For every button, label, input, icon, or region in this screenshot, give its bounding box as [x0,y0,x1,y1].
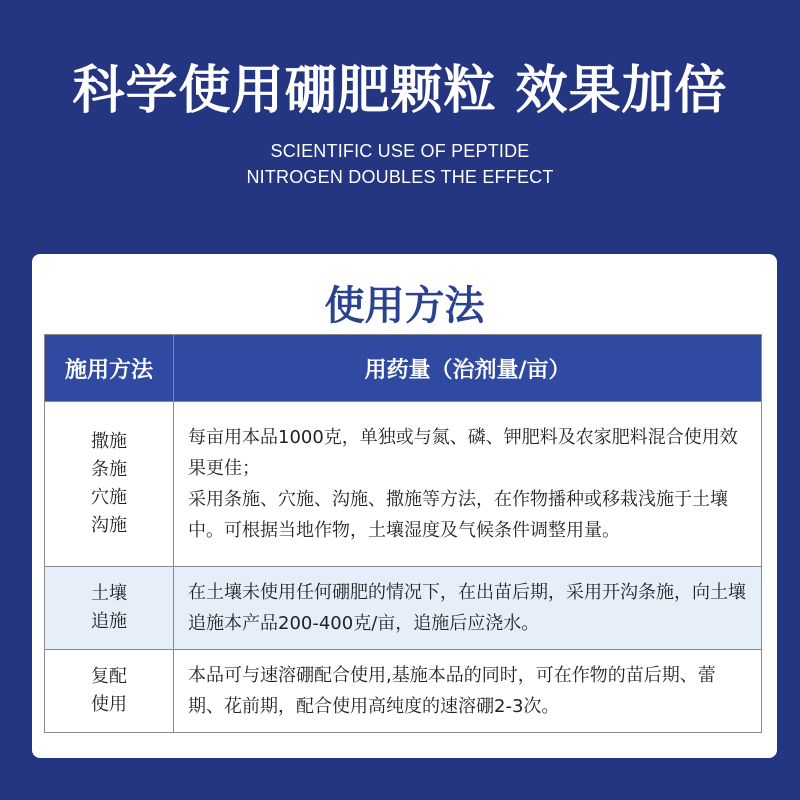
method-cell [45,567,174,650]
usage-card [32,254,777,758]
table-row [45,567,762,650]
method-cell [45,650,174,733]
method-label: 复配 [91,666,127,687]
method-cell [45,402,174,567]
usage-paragraph: 在土壤未使用任何硼肥的情况下，在出苗后期，采用开沟条施，向土壤追施本产品200-400克/亩，追施后应浇水。 [188,582,746,634]
column-header-dosage: 用药量（治剂量/亩） [174,335,762,402]
column-header-method: 施用方法 [45,335,174,402]
usage-cell [174,402,762,567]
method-label: 使用 [91,694,127,715]
method-label: 土壤 [91,583,127,604]
usage-cell [174,650,762,733]
card-title: 使用方法 [324,283,485,329]
table-row [45,650,762,733]
usage-paragraph: 采用条施、穴施、沟施、撒施等方法，在作物播种或移栽浅施于土壤中。可根据当地作物，土壤湿度及气候条件调整用量。 [188,489,728,541]
usage-paragraph: 本品可与速溶硼配合使用,基施本品的同时，可在作物的苗后期、蕾期、花前期，配合使用高纯度的速溶硼2-3次。 [188,665,716,717]
english-subtitle-line-2: NITROGEN DOUBLES THE EFFECT [246,167,554,187]
usage-table [44,334,762,733]
method-label: 穴施 [91,487,127,508]
page-headline: 科学使用硼肥颗粒 效果加倍 [72,61,728,121]
usage-paragraph: 每亩用本品1000克，单独或与氮、磷、钾肥料及农家肥料混合使用效果更佳； [188,427,738,479]
table-row [45,402,762,567]
usage-cell [174,567,762,650]
table-header-row [45,335,762,402]
method-label: 沟施 [91,515,127,536]
english-subtitle-line-1: SCIENTIFIC USE OF PEPTIDE [270,141,530,161]
method-label: 撒施 [91,431,127,452]
method-label: 追施 [91,611,127,632]
method-label: 条施 [91,459,127,480]
